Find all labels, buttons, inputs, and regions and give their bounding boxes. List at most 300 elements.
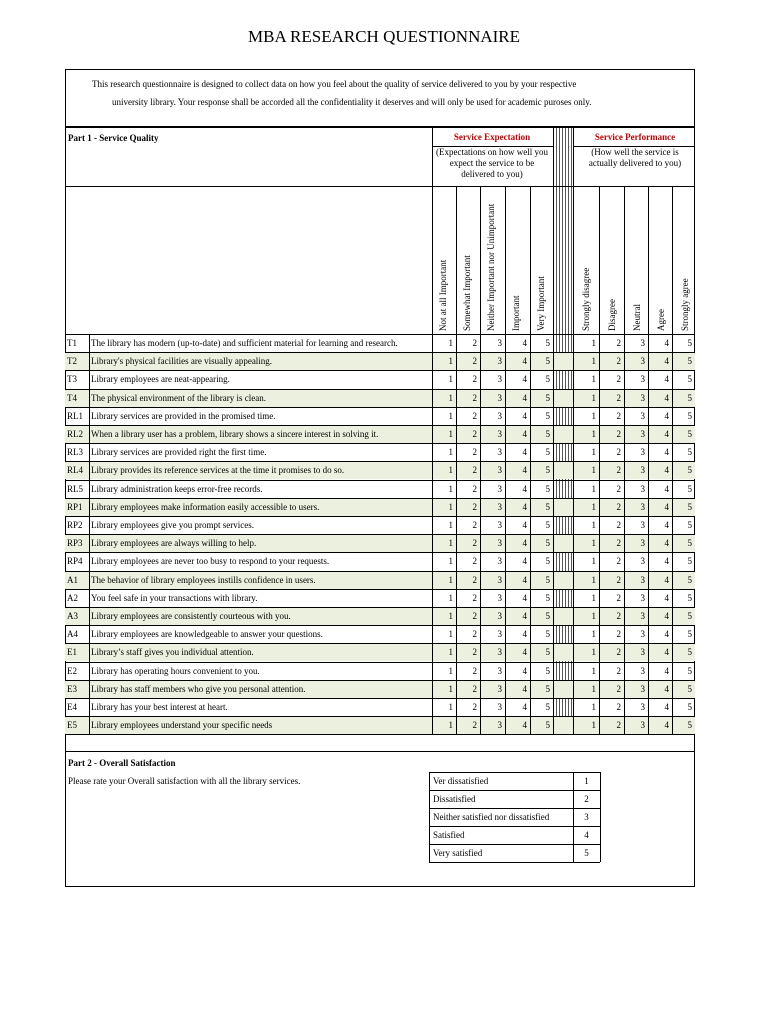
expectation-rating[interactable]: 5 <box>530 502 550 512</box>
item-code: E2 <box>67 665 77 676</box>
expectation-rating[interactable]: 2 <box>472 629 477 640</box>
expectation-rating[interactable]: 3 <box>497 592 502 603</box>
expectation-rating[interactable]: 3 <box>497 556 502 567</box>
performance-rating[interactable]: 3 <box>625 502 645 512</box>
grid-line <box>599 186 600 734</box>
expectation-rating[interactable]: 4 <box>507 720 527 730</box>
item-statement: The library has modern (up-to-date) and sufficient material for learning and research. <box>91 338 398 348</box>
expectation-rating[interactable]: 2 <box>457 684 477 694</box>
performance-rating[interactable]: 1 <box>576 575 596 585</box>
item-statement: Library has staff members who give you personal attention. <box>91 683 306 694</box>
performance-rating[interactable]: 5 <box>672 465 692 475</box>
expectation-rating[interactable]: 2 <box>457 356 477 366</box>
satisfaction-value: 5 <box>584 848 589 858</box>
item-statement: The behavior of library employees instills confidence in users. <box>91 574 316 585</box>
expectation-rating[interactable]: 2 <box>472 702 477 712</box>
performance-rating[interactable]: 2 <box>601 684 621 694</box>
performance-rating[interactable]: 2 <box>616 629 621 640</box>
expectation-rating[interactable]: 1 <box>448 665 453 676</box>
expectation-rating[interactable]: 2 <box>457 611 477 621</box>
performance-rating[interactable]: 2 <box>601 720 621 730</box>
performance-rating[interactable]: 1 <box>576 465 596 475</box>
satisfaction-option[interactable] <box>429 826 600 844</box>
item-code: RL3 <box>67 447 84 458</box>
performance-rating[interactable]: 2 <box>601 647 621 657</box>
expectation-rating[interactable]: 1 <box>448 374 453 385</box>
performance-rating[interactable]: 3 <box>640 556 645 567</box>
expectation-rating[interactable]: 3 <box>482 647 502 657</box>
performance-rating[interactable]: 4 <box>649 502 669 512</box>
expectation-rating[interactable]: 4 <box>522 410 527 421</box>
expectation-rating[interactable]: 5 <box>545 592 550 603</box>
performance-rating[interactable]: 5 <box>672 611 692 621</box>
item-code: RL4 <box>67 465 84 476</box>
expectation-rating[interactable]: 4 <box>522 483 527 494</box>
service-performance-title: Service Performance <box>594 132 676 142</box>
performance-rating[interactable]: 2 <box>616 592 621 603</box>
item-statement: Library employees are consistently courteous with you. <box>91 611 291 621</box>
table-row <box>65 680 695 698</box>
performance-scale-header: Disagree <box>607 299 617 331</box>
item-code: E5 <box>67 720 77 731</box>
grid-line <box>456 186 457 734</box>
expectation-rating[interactable]: 2 <box>472 483 477 494</box>
performance-rating[interactable]: 4 <box>664 447 669 458</box>
expectation-rating[interactable]: 3 <box>497 629 502 640</box>
performance-rating[interactable]: 3 <box>640 447 645 458</box>
performance-rating[interactable]: 5 <box>687 665 692 676</box>
performance-rating[interactable]: 1 <box>591 629 596 640</box>
expectation-rating[interactable]: 5 <box>530 684 550 694</box>
performance-rating[interactable]: 1 <box>576 538 596 548</box>
expectation-rating[interactable]: 5 <box>545 665 550 676</box>
expectation-rating[interactable]: 3 <box>482 611 502 621</box>
performance-rating[interactable]: 1 <box>576 684 596 694</box>
performance-rating[interactable]: 5 <box>672 720 692 730</box>
item-statement: The physical environment of the library is clean. <box>91 392 266 403</box>
table-row <box>65 407 695 425</box>
expectation-rating[interactable]: 1 <box>448 447 453 458</box>
performance-rating[interactable]: 3 <box>625 538 645 548</box>
table-row <box>65 389 695 407</box>
performance-rating[interactable]: 1 <box>591 665 596 676</box>
performance-scale-header: Agree <box>656 309 666 331</box>
performance-rating[interactable]: 1 <box>591 702 596 712</box>
expectation-rating[interactable]: 3 <box>482 502 502 512</box>
performance-rating[interactable]: 2 <box>616 410 621 421</box>
table-row <box>65 498 695 516</box>
table-row <box>65 516 695 534</box>
grid-line <box>573 772 574 862</box>
expectation-rating[interactable]: 1 <box>433 611 453 621</box>
expectation-rating[interactable]: 2 <box>457 647 477 657</box>
performance-rating[interactable]: 2 <box>601 502 621 512</box>
performance-rating[interactable]: 4 <box>664 338 669 348</box>
expectation-rating[interactable]: 1 <box>433 429 453 439</box>
expectation-rating[interactable]: 4 <box>507 502 527 512</box>
performance-rating[interactable]: 5 <box>672 538 692 548</box>
grid-line <box>65 571 695 572</box>
expectation-rating[interactable]: 2 <box>457 538 477 548</box>
performance-rating[interactable]: 4 <box>649 538 669 548</box>
expectation-rating[interactable]: 1 <box>448 338 453 348</box>
expectation-rating[interactable]: 3 <box>497 702 502 712</box>
performance-rating[interactable]: 3 <box>640 410 645 421</box>
expectation-rating[interactable]: 3 <box>482 356 502 366</box>
performance-rating[interactable]: 3 <box>625 356 645 366</box>
grid-line <box>65 607 695 608</box>
item-code: RP2 <box>67 520 83 530</box>
grid-line <box>65 662 695 663</box>
expectation-rating[interactable]: 4 <box>507 647 527 657</box>
performance-rating[interactable]: 4 <box>649 611 669 621</box>
grid-line <box>573 127 574 734</box>
expectation-rating[interactable]: 1 <box>433 647 453 657</box>
expectation-rating[interactable]: 2 <box>472 556 477 567</box>
grid-line <box>65 534 695 535</box>
item-code: E4 <box>67 702 77 712</box>
expectation-rating[interactable]: 2 <box>457 575 477 585</box>
expectation-rating[interactable]: 5 <box>530 429 550 439</box>
performance-rating[interactable]: 2 <box>616 374 621 385</box>
performance-rating[interactable]: 2 <box>601 429 621 439</box>
performance-rating[interactable]: 1 <box>591 592 596 603</box>
grid-line <box>65 498 695 499</box>
expectation-rating[interactable]: 1 <box>433 393 453 403</box>
performance-rating[interactable]: 4 <box>649 429 669 439</box>
performance-rating[interactable]: 2 <box>601 611 621 621</box>
performance-rating[interactable]: 5 <box>687 629 692 640</box>
performance-rating[interactable]: 5 <box>687 520 692 530</box>
expectation-rating[interactable]: 5 <box>530 356 550 366</box>
item-code: RP4 <box>67 556 83 567</box>
performance-rating[interactable]: 4 <box>649 356 669 366</box>
grid-line <box>429 790 600 791</box>
expectation-rating[interactable]: 1 <box>448 483 453 494</box>
performance-rating[interactable]: 3 <box>640 592 645 603</box>
performance-rating[interactable]: 5 <box>687 447 692 458</box>
performance-rating[interactable]: 2 <box>616 483 621 494</box>
expectation-rating[interactable]: 4 <box>522 447 527 458</box>
expectation-rating[interactable]: 2 <box>457 465 477 475</box>
intro-box <box>65 69 695 127</box>
performance-rating[interactable]: 4 <box>664 665 669 676</box>
expectation-rating[interactable]: 5 <box>530 611 550 621</box>
item-code: E3 <box>67 683 77 694</box>
performance-rating[interactable]: 4 <box>664 483 669 494</box>
grid-line <box>624 186 625 734</box>
performance-rating[interactable]: 2 <box>601 356 621 366</box>
performance-rating[interactable]: 1 <box>576 611 596 621</box>
expectation-rating[interactable]: 3 <box>497 520 502 530</box>
expectation-rating[interactable]: 1 <box>433 684 453 694</box>
satisfaction-option[interactable] <box>429 844 600 862</box>
performance-rating[interactable]: 3 <box>625 575 645 585</box>
grid-line <box>429 772 600 773</box>
expectation-rating[interactable]: 4 <box>507 393 527 403</box>
expectation-rating[interactable]: 2 <box>472 447 477 458</box>
item-code: A2 <box>67 592 78 603</box>
performance-rating[interactable]: 4 <box>664 629 669 640</box>
expectation-rating[interactable]: 4 <box>522 520 527 530</box>
expectation-rating[interactable]: 4 <box>522 374 527 385</box>
performance-rating[interactable]: 4 <box>649 575 669 585</box>
expectation-rating[interactable]: 2 <box>472 410 477 421</box>
performance-rating[interactable]: 2 <box>616 556 621 567</box>
performance-rating[interactable]: 5 <box>687 592 692 603</box>
expectation-rating[interactable]: 3 <box>497 483 502 494</box>
expectation-rating[interactable]: 1 <box>448 520 453 530</box>
performance-rating[interactable]: 1 <box>591 483 596 494</box>
part2-label: Part 2 - Overall Satisfaction <box>68 758 176 768</box>
performance-rating[interactable]: 5 <box>687 556 692 567</box>
performance-rating[interactable]: 3 <box>640 483 645 494</box>
satisfaction-value: 4 <box>584 830 589 840</box>
expectation-rating[interactable]: 3 <box>482 684 502 694</box>
performance-rating[interactable]: 5 <box>672 502 692 512</box>
expectation-rating[interactable]: 1 <box>448 702 453 712</box>
performance-scale-header: Strongly disagree <box>581 267 591 331</box>
performance-rating[interactable]: 2 <box>616 447 621 458</box>
expectation-rating[interactable]: 1 <box>433 538 453 548</box>
expectation-rating[interactable]: 1 <box>433 502 453 512</box>
expectation-rating[interactable]: 5 <box>545 483 550 494</box>
service-expectation-title: Service Expectation <box>453 132 531 142</box>
performance-rating[interactable]: 4 <box>664 592 669 603</box>
performance-rating[interactable]: 3 <box>625 393 645 403</box>
expectation-rating[interactable]: 1 <box>433 575 453 585</box>
performance-rating[interactable]: 1 <box>576 647 596 657</box>
expectation-rating[interactable]: 2 <box>472 665 477 676</box>
expectation-scale-header: Important <box>511 295 521 331</box>
performance-rating[interactable]: 3 <box>625 611 645 621</box>
grid-line <box>553 127 554 734</box>
expectation-rating[interactable]: 5 <box>545 556 550 567</box>
satisfaction-label: Neither satisfied nor dissatisfied <box>433 812 550 822</box>
table-row <box>65 461 695 479</box>
expectation-rating[interactable]: 3 <box>482 393 502 403</box>
satisfaction-option[interactable] <box>429 808 600 826</box>
grid-line <box>429 844 600 845</box>
grid-line <box>429 772 430 862</box>
grid-line <box>65 480 695 481</box>
expectation-rating[interactable]: 4 <box>507 611 527 621</box>
satisfaction-value: 2 <box>584 794 589 804</box>
expectation-rating[interactable]: 4 <box>507 538 527 548</box>
expectation-rating[interactable]: 4 <box>522 556 527 567</box>
performance-rating[interactable]: 1 <box>576 720 596 730</box>
expectation-rating[interactable]: 3 <box>497 447 502 458</box>
performance-rating[interactable]: 5 <box>672 393 692 403</box>
expectation-rating[interactable]: 5 <box>530 538 550 548</box>
performance-rating[interactable]: 1 <box>576 393 596 403</box>
performance-rating[interactable]: 2 <box>601 538 621 548</box>
expectation-rating[interactable]: 3 <box>497 374 502 385</box>
performance-rating[interactable]: 3 <box>640 520 645 530</box>
expectation-rating[interactable]: 4 <box>522 338 527 348</box>
performance-rating[interactable]: 3 <box>625 465 645 475</box>
performance-rating[interactable]: 1 <box>591 374 596 385</box>
expectation-rating[interactable]: 4 <box>507 684 527 694</box>
satisfaction-option[interactable] <box>429 772 600 790</box>
expectation-rating[interactable]: 2 <box>457 720 477 730</box>
performance-rating[interactable]: 1 <box>591 410 596 421</box>
performance-rating[interactable]: 4 <box>664 556 669 567</box>
grid-line <box>429 808 600 809</box>
performance-rating[interactable]: 5 <box>672 575 692 585</box>
table-row <box>65 370 695 388</box>
performance-rating[interactable]: 4 <box>649 393 669 403</box>
grid-line <box>573 146 695 147</box>
performance-rating[interactable]: 1 <box>591 556 596 567</box>
performance-rating[interactable]: 4 <box>649 720 669 730</box>
performance-rating[interactable]: 1 <box>591 447 596 458</box>
grid-line <box>65 734 695 735</box>
performance-rating[interactable]: 2 <box>601 393 621 403</box>
expectation-rating[interactable]: 1 <box>448 629 453 640</box>
performance-rating[interactable]: 3 <box>640 665 645 676</box>
item-code: RP1 <box>67 501 83 512</box>
expectation-rating[interactable]: 4 <box>507 575 527 585</box>
grid-line <box>480 186 481 734</box>
grid-line <box>65 589 695 590</box>
expectation-rating[interactable]: 4 <box>522 665 527 676</box>
table-row <box>65 571 695 589</box>
performance-rating[interactable]: 4 <box>664 410 669 421</box>
performance-rating[interactable]: 3 <box>625 429 645 439</box>
expectation-rating[interactable]: 3 <box>482 575 502 585</box>
performance-rating[interactable]: 5 <box>687 338 692 348</box>
performance-rating[interactable]: 5 <box>672 647 692 657</box>
performance-rating[interactable]: 3 <box>625 647 645 657</box>
expectation-rating[interactable]: 5 <box>530 720 550 730</box>
grid-line <box>432 127 433 734</box>
expectation-rating[interactable]: 2 <box>457 429 477 439</box>
expectation-rating[interactable]: 2 <box>472 592 477 603</box>
item-statement: Library employees understand your specific needs <box>91 720 273 731</box>
performance-rating[interactable]: 3 <box>640 374 645 385</box>
expectation-rating[interactable]: 2 <box>457 393 477 403</box>
expectation-rating[interactable]: 1 <box>448 410 453 421</box>
performance-scale-header: Strongly agree <box>680 278 690 331</box>
performance-rating[interactable]: 5 <box>687 702 692 712</box>
grid-line <box>65 643 695 644</box>
expectation-rating[interactable]: 2 <box>472 374 477 385</box>
performance-rating[interactable]: 2 <box>601 465 621 475</box>
performance-rating[interactable]: 5 <box>687 374 692 385</box>
grid-line <box>65 751 695 752</box>
expectation-rating[interactable]: 5 <box>545 338 550 348</box>
expectation-rating[interactable]: 4 <box>507 465 527 475</box>
expectation-rating[interactable]: 1 <box>433 720 453 730</box>
expectation-rating[interactable]: 2 <box>457 502 477 512</box>
grid-line <box>65 680 695 681</box>
expectation-rating[interactable]: 5 <box>530 465 550 475</box>
expectation-rating[interactable]: 5 <box>545 410 550 421</box>
item-code: RL1 <box>67 410 84 421</box>
performance-rating[interactable]: 3 <box>640 702 645 712</box>
performance-rating[interactable]: 2 <box>601 575 621 585</box>
performance-rating[interactable]: 4 <box>664 702 669 712</box>
grid-line <box>429 862 600 863</box>
performance-rating[interactable]: 2 <box>616 338 621 348</box>
expectation-rating[interactable]: 5 <box>545 447 550 458</box>
expectation-rating[interactable]: 5 <box>530 575 550 585</box>
table-row <box>65 698 695 716</box>
performance-rating[interactable]: 4 <box>664 374 669 385</box>
expectation-rating[interactable]: 3 <box>497 665 502 676</box>
expectation-rating[interactable]: 2 <box>472 338 477 348</box>
expectation-rating[interactable]: 1 <box>448 556 453 567</box>
expectation-rating[interactable]: 4 <box>507 429 527 439</box>
item-code: RL2 <box>67 429 84 439</box>
performance-rating[interactable]: 2 <box>616 702 621 712</box>
expectation-rating[interactable]: 3 <box>482 465 502 475</box>
performance-rating[interactable]: 5 <box>672 429 692 439</box>
performance-rating[interactable]: 4 <box>649 465 669 475</box>
performance-rating[interactable]: 1 <box>591 338 596 348</box>
performance-rating[interactable]: 1 <box>576 356 596 366</box>
item-statement: Library’s staff gives you individual attention. <box>91 647 254 658</box>
expectation-rating[interactable]: 2 <box>472 520 477 530</box>
performance-rating[interactable]: 5 <box>687 483 692 494</box>
performance-rating[interactable]: 1 <box>591 520 596 530</box>
expectation-rating[interactable]: 5 <box>545 629 550 640</box>
expectation-rating[interactable]: 5 <box>530 393 550 403</box>
performance-rating[interactable]: 3 <box>640 338 645 348</box>
expectation-rating[interactable]: 5 <box>545 374 550 385</box>
expectation-rating[interactable]: 4 <box>522 592 527 603</box>
part1-label: Part 1 - Service Quality <box>68 133 159 143</box>
performance-rating[interactable]: 4 <box>649 684 669 694</box>
expectation-rating[interactable]: 1 <box>448 592 453 603</box>
performance-rating[interactable]: 5 <box>672 684 692 694</box>
expectation-rating[interactable]: 5 <box>545 702 550 712</box>
performance-rating[interactable]: 5 <box>687 410 692 421</box>
grid-line <box>65 389 695 390</box>
expectation-rating[interactable]: 4 <box>522 629 527 640</box>
expectation-rating[interactable]: 3 <box>497 410 502 421</box>
item-code: T4 <box>67 392 77 403</box>
performance-rating[interactable]: 2 <box>616 520 621 530</box>
performance-rating[interactable]: 3 <box>640 629 645 640</box>
expectation-rating[interactable]: 1 <box>433 465 453 475</box>
expectation-rating[interactable]: 4 <box>522 702 527 712</box>
performance-rating[interactable]: 3 <box>625 720 645 730</box>
expectation-rating[interactable]: 5 <box>530 647 550 657</box>
grid-line <box>432 146 553 147</box>
performance-rating[interactable]: 3 <box>625 684 645 694</box>
expectation-rating[interactable]: 3 <box>497 338 502 348</box>
grid-line <box>65 334 695 335</box>
performance-rating[interactable]: 5 <box>672 356 692 366</box>
expectation-rating[interactable]: 3 <box>482 429 502 439</box>
expectation-rating[interactable]: 4 <box>507 356 527 366</box>
expectation-rating[interactable]: 3 <box>482 720 502 730</box>
table-row <box>65 625 695 643</box>
expectation-rating[interactable]: 5 <box>545 520 550 530</box>
performance-rating[interactable]: 2 <box>616 665 621 676</box>
expectation-rating[interactable]: 1 <box>433 356 453 366</box>
performance-rating[interactable]: 1 <box>576 429 596 439</box>
satisfaction-option[interactable] <box>429 790 600 808</box>
item-code: T3 <box>67 374 77 385</box>
performance-rating[interactable]: 1 <box>576 502 596 512</box>
performance-rating[interactable]: 4 <box>664 520 669 530</box>
performance-rating[interactable]: 4 <box>649 647 669 657</box>
expectation-rating[interactable]: 3 <box>482 538 502 548</box>
item-statement: Library employees give you prompt services. <box>91 520 254 530</box>
